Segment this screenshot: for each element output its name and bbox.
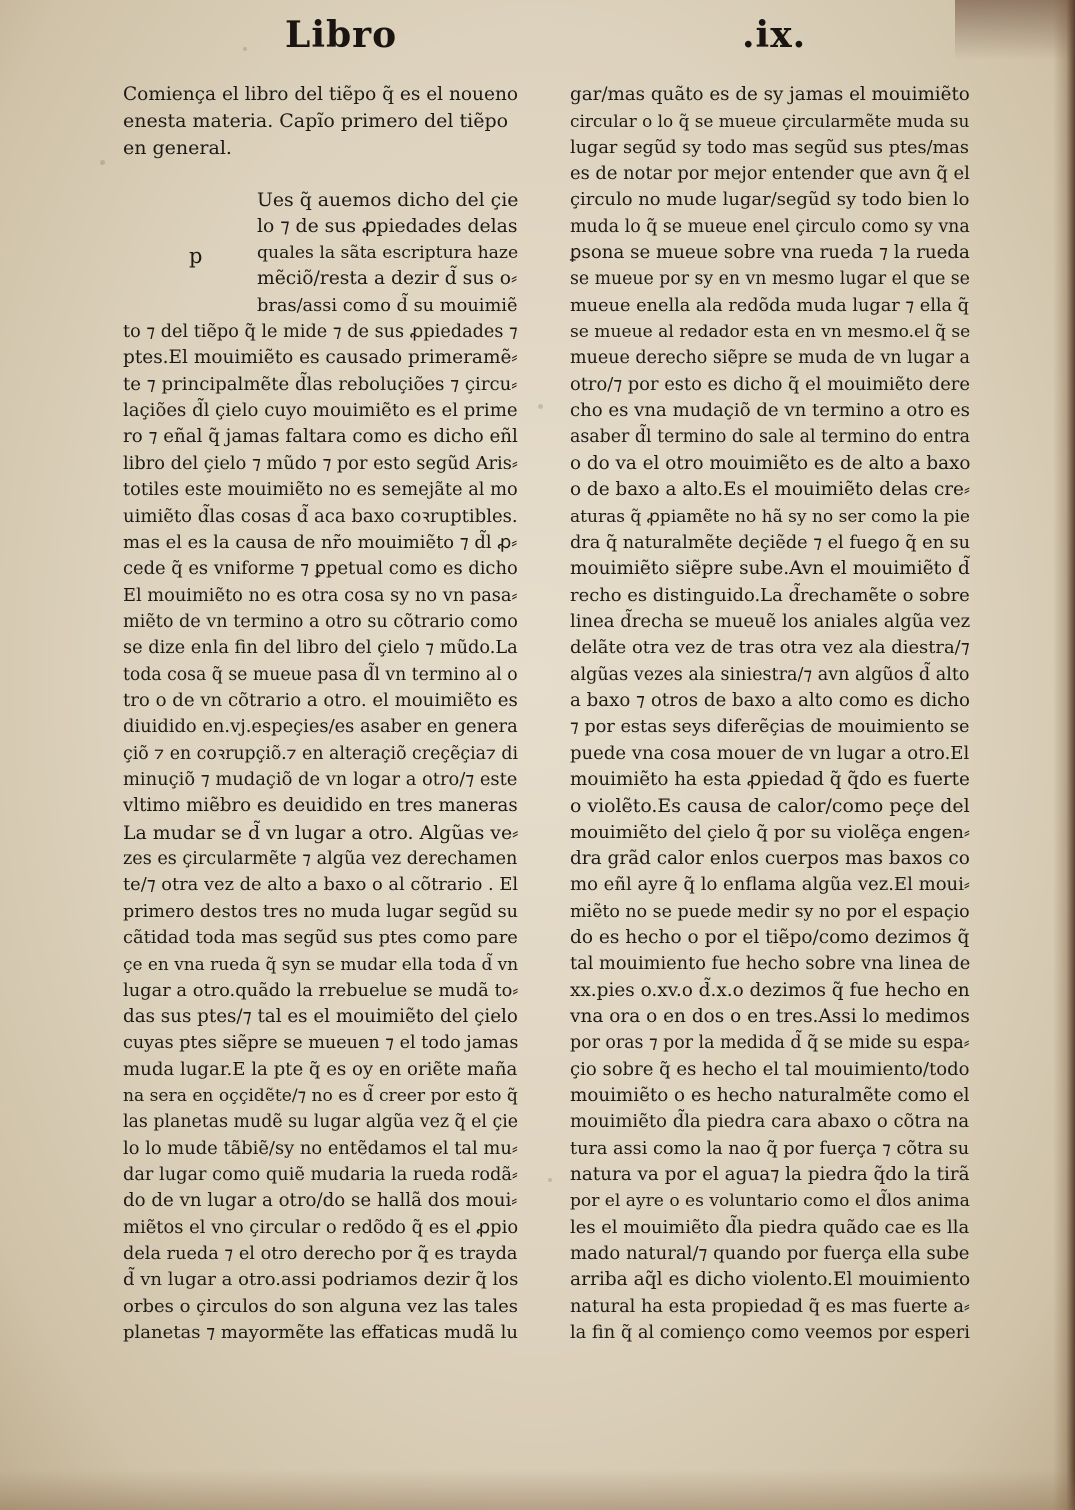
text-line: cãtidad toda mas segũd sus ptes como pare: [123, 927, 518, 948]
text-line: cho es vna mudaçiõ de vn termino a otro es: [570, 400, 970, 422]
text-line: o do va el otro mouimiẽto es de alto a baxo: [570, 452, 971, 474]
text-line: do es hecho o por el tiẽpo/como dezimos q̃: [570, 927, 970, 948]
text-line: muda lugar.E la pte q̃ es oy en oriẽte maña: [123, 1058, 518, 1080]
text-line: d̃ vn lugar a otro.assi podriamos dezir q̃ los: [123, 1269, 519, 1291]
text-line: cuyas ptes siẽpre se mueuen ⁊ el todo jamas: [123, 1033, 519, 1054]
text-line: primero destos tres no muda lugar segũd su: [123, 901, 518, 922]
text-line: mouimiẽto o es hecho naturalmẽte como el: [570, 1085, 970, 1107]
text-line: circular o lo q̃ se mueue çircularmẽte muda su: [570, 111, 970, 132]
text-line: çiõ ⁊ en coꝛrupçiõ.⁊ en alteraçiõ creçẽçia⁊ di: [123, 743, 519, 764]
text-line: las planetas mudẽ su lugar algũa vez q̃ el çie: [123, 1112, 519, 1133]
text-line: miẽtos el vno çircular o redõdo q̃ es el ꝓpio: [123, 1216, 519, 1238]
text-line: natura va por el agua⁊ la piedra q̃do la tirã: [570, 1164, 970, 1186]
text-line: ⁊ por estas seys diferẽçias de mouimiento se: [570, 717, 970, 738]
text-line: mado natural/⁊ quando por fuerça ella sube: [570, 1243, 970, 1265]
text-line: delãte otra vez de tras otra vez ala diestra/⁊: [570, 637, 970, 659]
text-line: les el mouimiẽto d̃la piedra quãdo cae es lla: [570, 1216, 970, 1238]
ink-speck: [100, 160, 105, 165]
text-line: ptes.El mouimiẽto es causado primeramẽ⸗: [123, 347, 518, 369]
text-line: minuçiõ ⁊ mudaçiõ de vn logar a otro/⁊ este: [123, 768, 518, 790]
text-line: puede vna cosa mouer de vn lugar a otro.El: [570, 742, 970, 764]
text-line: ro ⁊ eñal q̃ jamas faltara como es dicho eñl: [123, 426, 518, 448]
text-line: mouimiẽto ha esta ꝓpiedad q̃ q̃do es fuerte: [570, 768, 970, 790]
guide-letter: p: [189, 244, 203, 268]
page-edge-shadow: [0, 1470, 1075, 1510]
text-line: vltimo miẽbro es deuidido en tres maneras: [123, 795, 518, 817]
text-line: El mouimiẽto no es otra cosa sy no vn pasa⸗: [123, 584, 518, 606]
text-line: dra grãd calor enlos cuerpos mas baxos co: [570, 847, 970, 869]
text-line: es de notar por mejor entender que avn q̃ el: [570, 163, 970, 185]
text-line: linea d̃recha se mueuẽ los aniales algũa vez: [570, 610, 971, 632]
running-head: Libro: [285, 14, 398, 56]
text-line: çirculo no mude lugar/segũd sy todo bien lo: [570, 189, 970, 211]
text-line: tal mouimiento fue hecho sobre vna linea de: [570, 954, 971, 975]
text-line: o de baxo a alto.Es el mouimiẽto delas cre⸗: [570, 479, 971, 501]
text-line: mouimiẽto d̃la piedra cara abaxo o cõtra na: [570, 1111, 970, 1133]
text-line: mas el es la causa de nr̃o mouimiẽto ⁊ d̃l ꝓ⸗: [123, 531, 518, 553]
text-line: por oras ⁊ por la medida d̃ q̃ se mide su espa⸗: [570, 1033, 970, 1054]
text-line: dar lugar como quiẽ mudaria la rueda rodã⸗: [123, 1165, 518, 1186]
text-line: na sera en oççidẽte/⁊ no es d̃ creer por esto q̃: [123, 1086, 518, 1107]
text-line: laçiões d̃l çielo cuyo mouimiẽto es el prime: [123, 400, 518, 422]
text-line: toda cosa q̃ se mueue pasa d̃l vn termino al o: [123, 664, 518, 685]
text-line: çio sobre q̃ es hecho el tal mouimiento/todo: [570, 1058, 970, 1080]
text-line: tro o de vn cõtrario a otro. el mouimiẽto es: [123, 689, 518, 711]
text-line: cede q̃ es vniforme ⁊ ꝑpetual como es dicho: [123, 558, 518, 580]
text-line: se mueue al redador esta en vn mesmo.el q̃ se: [570, 322, 971, 343]
text-line: Ues q̃ auemos dicho del çie: [257, 189, 519, 212]
text-line: muda lo q̃ se mueue enel çirculo como sy vna: [570, 216, 970, 237]
text-line: xx.pies o.xv.o d̃.x.o dezimos q̃ fue hecho en: [570, 979, 970, 1001]
text-line: ꝑsona se mueue sobre vna rueda ⁊ la rueda: [570, 242, 970, 264]
ink-speck: [243, 47, 247, 51]
text-line: te/⁊ otra vez de alto a baxo o al cõtrario . El: [123, 874, 519, 896]
text-line: [123, 161, 518, 187]
text-line: algũas vezes ala siniestra/⁊ avn algũos d̃ alto: [570, 664, 970, 685]
text-line: dra q̃ naturalmẽte deçiẽde ⁊ el fuego q̃ en su: [570, 532, 970, 553]
text-line: do de vn lugar a otro/do se hallã dos moui⸗: [123, 1190, 518, 1212]
text-line: mo eñl ayre q̃ lo enflama algũa vez.El moui⸗: [570, 874, 970, 896]
text-line: lugar segũd sy todo mas segũd sus ptes/mas: [570, 137, 969, 158]
text-line: gar/mas quãto es de sy jamas el mouimiẽto: [570, 84, 970, 105]
text-line: çe en vna rueda q̃ syn se mudar ella toda d̃ vn: [123, 954, 519, 975]
text-line: se dize enla fin del libro del çielo ⁊ mũdo.La: [123, 638, 518, 659]
text-line: natural ha esta propiedad q̃ es mas fuerte a⸗: [570, 1296, 970, 1317]
ink-speck: [538, 404, 543, 409]
text-line: tura assi como la nao q̃ por fuerça ⁊ cõtra su: [570, 1138, 970, 1159]
text-line: orbes o çirculos do son alguna vez las tales: [123, 1295, 519, 1317]
text-line: mouimiẽto siẽpre sube.Avn el mouimiẽto d̃: [570, 558, 970, 580]
text-line: enesta materia. Capı̃o primero del tiẽpo: [123, 110, 509, 133]
text-line: zes es çircularmẽte ⁊ algũa vez derechamen: [123, 848, 518, 869]
text-line: planetas ⁊ mayormẽte las effaticas mudã lu: [123, 1322, 518, 1344]
ink-speck: [548, 1178, 552, 1182]
text-line: libro del çielo ⁊ mũdo ⁊ por esto segũd Aris⸗: [123, 452, 518, 474]
text-line: La mudar se d̃ vn lugar a otro. Algũas ve⸗: [123, 821, 519, 844]
text-line: vna ora o en dos o en tres.Assi lo medimos: [570, 1006, 970, 1028]
text-line: mẽciõ/resta a dezir d̃ sus o⸗: [257, 268, 518, 290]
text-line: se mueue por sy en vn mesmo lugar el que se: [570, 269, 970, 290]
text-line: bras/assi como d̃ su mouimiẽ: [257, 295, 518, 316]
text-line: mueue derecho siẽpre se muda de vn lugar a: [570, 348, 970, 369]
text-line: a baxo ⁊ otros de baxo a alto como es dicho: [570, 689, 970, 711]
text-line: uimiẽto d̃las cosas d̃ aca baxo coꝛruptibles.: [123, 505, 518, 527]
text-line: o violẽto.Es causa de calor/como peçe del: [570, 795, 970, 818]
text-line: mouimiẽto del çielo q̃ por su violẽça engen⸗: [570, 821, 970, 843]
text-line: arriba aq̃l es dicho violento.El mouimiento: [570, 1269, 971, 1291]
text-line: diuidido en.vj.espeçies/es asaber en genera: [123, 716, 518, 738]
text-line: miẽto no se puede medir sy no por el espaçio: [570, 901, 970, 922]
text-line: la fin q̃ al comienço como veemos por esperi: [570, 1323, 970, 1344]
text-line: por el ayre o es voluntario como el d̃los anima: [570, 1191, 970, 1212]
text-line: Comiença el libro del tiẽpo q̃ es el noueno: [123, 84, 519, 105]
text-line: en general.: [123, 136, 232, 159]
text-line: lugar a otro.quãdo la rrebuelue se mudã to⸗: [123, 979, 519, 1001]
page-edge-shadow: [1053, 0, 1075, 1510]
right-column: [570, 82, 970, 1347]
left-column: [123, 82, 518, 1347]
text-line: recho es distinguido.La d̃rechamẽte o sobre: [570, 584, 970, 606]
folio-number: .ix.: [742, 14, 807, 56]
text-line: aturas q̃ ꝓpiamẽte no hã sy no ser como la pie: [570, 506, 971, 527]
text-line: das sus ptes/⁊ tal es el mouimiẽto del çielo: [123, 1006, 518, 1028]
text-line: mueue enella ala redõda muda lugar ⁊ ella q̃: [570, 295, 970, 316]
text-line: asaber d̃l termino do sale al termino do entra: [570, 427, 971, 448]
text-line: dela rueda ⁊ el otro derecho por q̃ es trayda: [123, 1244, 518, 1265]
text-line: lo lo mude tãbiẽ/sy no entẽdamos el tal mu⸗: [123, 1137, 518, 1159]
text-line: to ⁊ del tiẽpo q̃ le mide ⁊ de sus ꝓpiedades ⁊: [123, 322, 518, 343]
text-line: lo ⁊ de sus ꝓpiedades delas: [257, 215, 518, 237]
text-line: miẽto de vn termino a otro su cõtrario como: [123, 611, 518, 632]
text-line: quales la sãta escriptura haze: [257, 243, 519, 264]
text-line: totiles este mouimiẽto no es semejãte al mo: [123, 479, 518, 501]
text-line: te ⁊ principalmẽte d̃las reboluçiões ⁊ çircu⸗: [123, 373, 518, 395]
text-line: otro/⁊ por esto es dicho q̃ el mouimiẽto dere: [570, 373, 970, 395]
